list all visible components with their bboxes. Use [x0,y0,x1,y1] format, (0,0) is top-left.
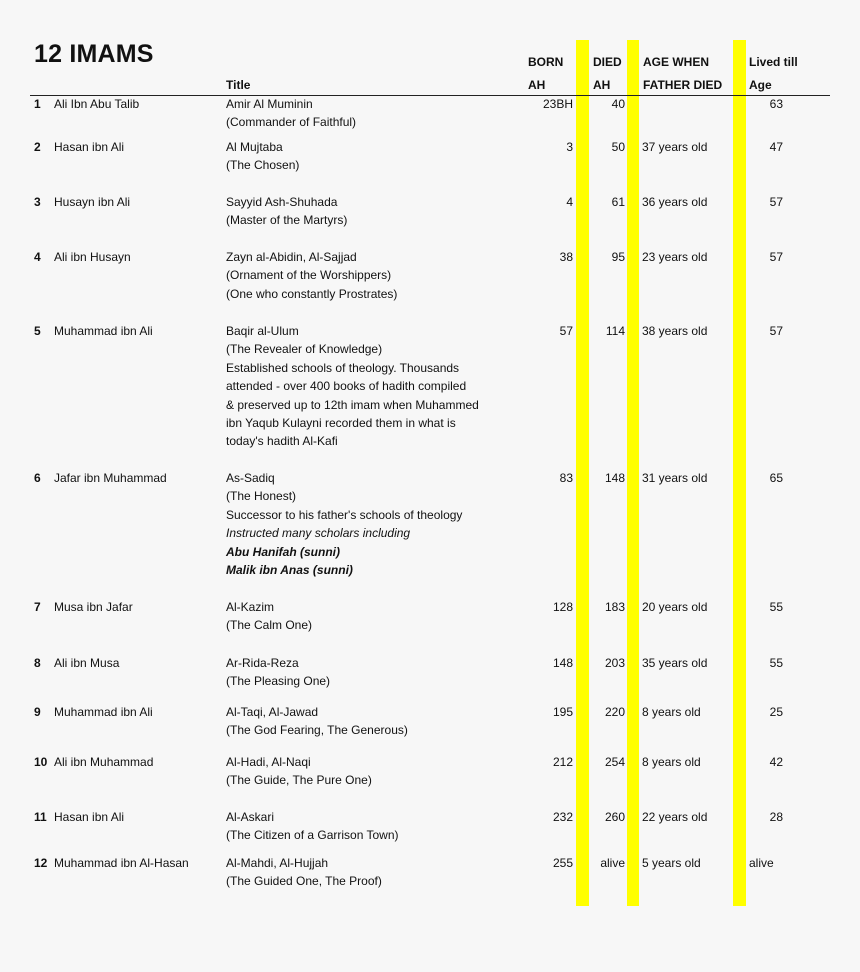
imam-number: 5 [34,324,41,338]
died-ah: 254 [604,755,625,769]
lived-column-highlight [733,40,746,906]
imam-number: 3 [34,195,41,209]
age-when-father-died: 36 years old [642,195,708,209]
imam-name: Hasan ibn Ali [54,140,125,154]
lived-till-age: 57 [769,250,783,264]
imam-name: Husayn ibn Ali [54,195,131,209]
lived-till-age: 28 [769,810,783,824]
header-lived-line2: Age [749,78,772,92]
age-when-father-died: 35 years old [642,656,708,670]
born-ah: 57 [559,324,573,338]
header-born [528,51,563,97]
age-when-father-died: 8 years old [642,705,701,719]
lived-till-age: 57 [769,195,783,209]
lived-till-age: 55 [769,656,783,670]
imam-number: 8 [34,656,41,670]
imam-title [226,469,526,579]
title-line: Al-Askari [226,810,275,824]
title-line: Abu Hanifah (sunni) [226,544,340,559]
header-died-line1: DIED [593,55,622,69]
title-line: (The Guide, The Pure One) [226,773,372,788]
imam-title [226,598,526,635]
born-ah: 38 [559,250,573,264]
title-line: ibn Yaqub Kulayni recorded them in what is [226,416,456,431]
imam-number: 12 [34,856,48,870]
imam-name: Ali Ibn Abu Talib [54,97,140,111]
title-line: (Master of the Martyrs) [226,213,348,228]
imam-name: Hasan ibn Ali [54,810,125,824]
born-ah: 195 [552,705,573,719]
died-ah: 260 [604,810,625,824]
died-ah: alive [600,856,625,870]
header-lived-line1: Lived till [749,55,798,69]
imam-title [226,193,526,230]
born-ah: 3 [566,140,573,154]
died-ah: 40 [611,97,625,111]
imam-title [226,138,526,175]
died-ah: 148 [604,471,625,485]
died-ah: 114 [605,324,625,338]
header-lived-till-age [749,51,798,97]
lived-till-age: alive [749,856,774,870]
header-born-line1: BORN [528,55,564,69]
title-line: (The Pleasing One) [226,674,331,689]
imam-name: Ali ibn Muhammad [54,755,154,769]
lived-till-age: 47 [769,140,783,154]
born-ah: 232 [552,810,573,824]
imam-title [226,703,526,740]
died-column-highlight-right [627,40,639,906]
title-line: Al Mujtaba [226,140,283,154]
imam-title [226,654,526,691]
imam-name: Muhammad ibn Ali [54,324,153,338]
age-when-father-died: 38 years old [642,324,708,338]
imam-title [226,753,526,790]
header-age-line1: AGE WHEN [643,55,709,69]
died-ah: 183 [604,600,625,614]
imam-number: 10 [34,755,48,769]
title-line: (The Chosen) [226,158,300,173]
age-when-father-died: 23 years old [642,250,708,264]
title-line: (The Calm One) [226,618,313,633]
lived-till-age: 25 [769,705,783,719]
born-ah: 23BH [542,97,573,111]
title-line: (Ornament of the Worshippers) [226,268,392,283]
title-line: attended - over 400 books of hadith compiled [226,379,467,394]
title-line: Successor to his father's schools of theology [226,507,463,522]
title-line: Al-Mahdi, Al-Hujjah [226,856,329,870]
imam-title [226,322,526,451]
age-when-father-died: 22 years old [642,810,708,824]
died-column-highlight-left [576,40,589,906]
imam-number: 2 [34,140,41,154]
died-ah: 61 [611,195,625,209]
lived-till-age: 55 [769,600,783,614]
title-line: (The Honest) [226,489,297,504]
imam-title [226,808,526,845]
imam-number: 6 [34,471,41,485]
title-line: Al-Hadi, Al-Naqi [226,755,311,769]
lived-till-age: 65 [769,471,783,485]
title-line: (The Revealer of Knowledge) [226,342,383,357]
title-line: Baqir al-Ulum [226,324,299,338]
title-line: (One who constantly Prostrates) [226,286,398,301]
imam-name: Muhammad ibn Al-Hasan [54,856,189,870]
header-age-line2: FATHER DIED [643,78,723,92]
born-ah: 128 [552,600,573,614]
lived-till-age: 57 [769,324,783,338]
imam-name: Ali ibn Musa [54,656,120,670]
age-when-father-died: 5 years old [642,856,701,870]
born-ah: 148 [552,656,573,670]
imam-number: 1 [34,97,41,111]
title-line: (Commander of Faithful) [226,115,357,130]
title-line: & preserved up to 12th imam when Muhammed [226,397,479,412]
born-ah: 4 [566,195,573,209]
died-ah: 95 [611,250,625,264]
header-died-line2: AH [593,78,611,92]
header-title: Title [226,78,251,92]
imam-name: Musa ibn Jafar [54,600,133,614]
imam-number: 4 [34,250,41,264]
title-line: Amir Al Muminin [226,97,313,111]
imam-name: Muhammad ibn Ali [54,705,153,719]
title-line: As-Sadiq [226,471,275,485]
header-died [593,51,622,97]
imam-name: Jafar ibn Muhammad [54,471,167,485]
title-line: Malik ibn Anas (sunni) [226,563,353,578]
lived-till-age: 63 [769,97,783,111]
imam-number: 9 [34,705,41,719]
born-ah: 212 [552,755,573,769]
title-line: Sayyid Ash-Shuhada [226,195,338,209]
imam-number: 11 [34,810,47,824]
title-line: Al-Kazim [226,600,275,614]
title-line: (The Citizen of a Garrison Town) [226,828,399,843]
page-title: 12 IMAMS [34,40,154,68]
age-when-father-died: 8 years old [642,755,701,769]
title-line: Instructed many scholars including [226,526,411,541]
title-line: Established schools of theology. Thousands [226,360,460,375]
title-line: Al-Taqi, Al-Jawad [226,705,319,719]
age-when-father-died: 20 years old [642,600,708,614]
died-ah: 220 [604,705,625,719]
died-ah: 50 [611,140,625,154]
header-age-when-father-died [643,51,722,97]
title-line: (The God Fearing, The Generous) [226,723,408,738]
title-line: Ar-Rida-Reza [226,656,299,670]
imam-number: 7 [34,600,41,614]
title-line: (The Guided One, The Proof) [226,874,382,889]
imam-title [226,854,526,891]
lived-till-age: 42 [769,755,783,769]
header-born-line2: AH [528,78,546,92]
born-ah: 255 [552,856,573,870]
imam-title [226,248,526,303]
age-when-father-died: 31 years old [642,471,708,485]
title-line: Zayn al-Abidin, Al-Sajjad [226,250,357,264]
title-line: today's hadith Al-Kafi [226,434,338,449]
imam-name: Ali ibn Husayn [54,250,131,264]
imam-title [226,95,526,132]
age-when-father-died: 37 years old [642,140,708,154]
born-ah: 83 [559,471,573,485]
died-ah: 203 [604,656,625,670]
